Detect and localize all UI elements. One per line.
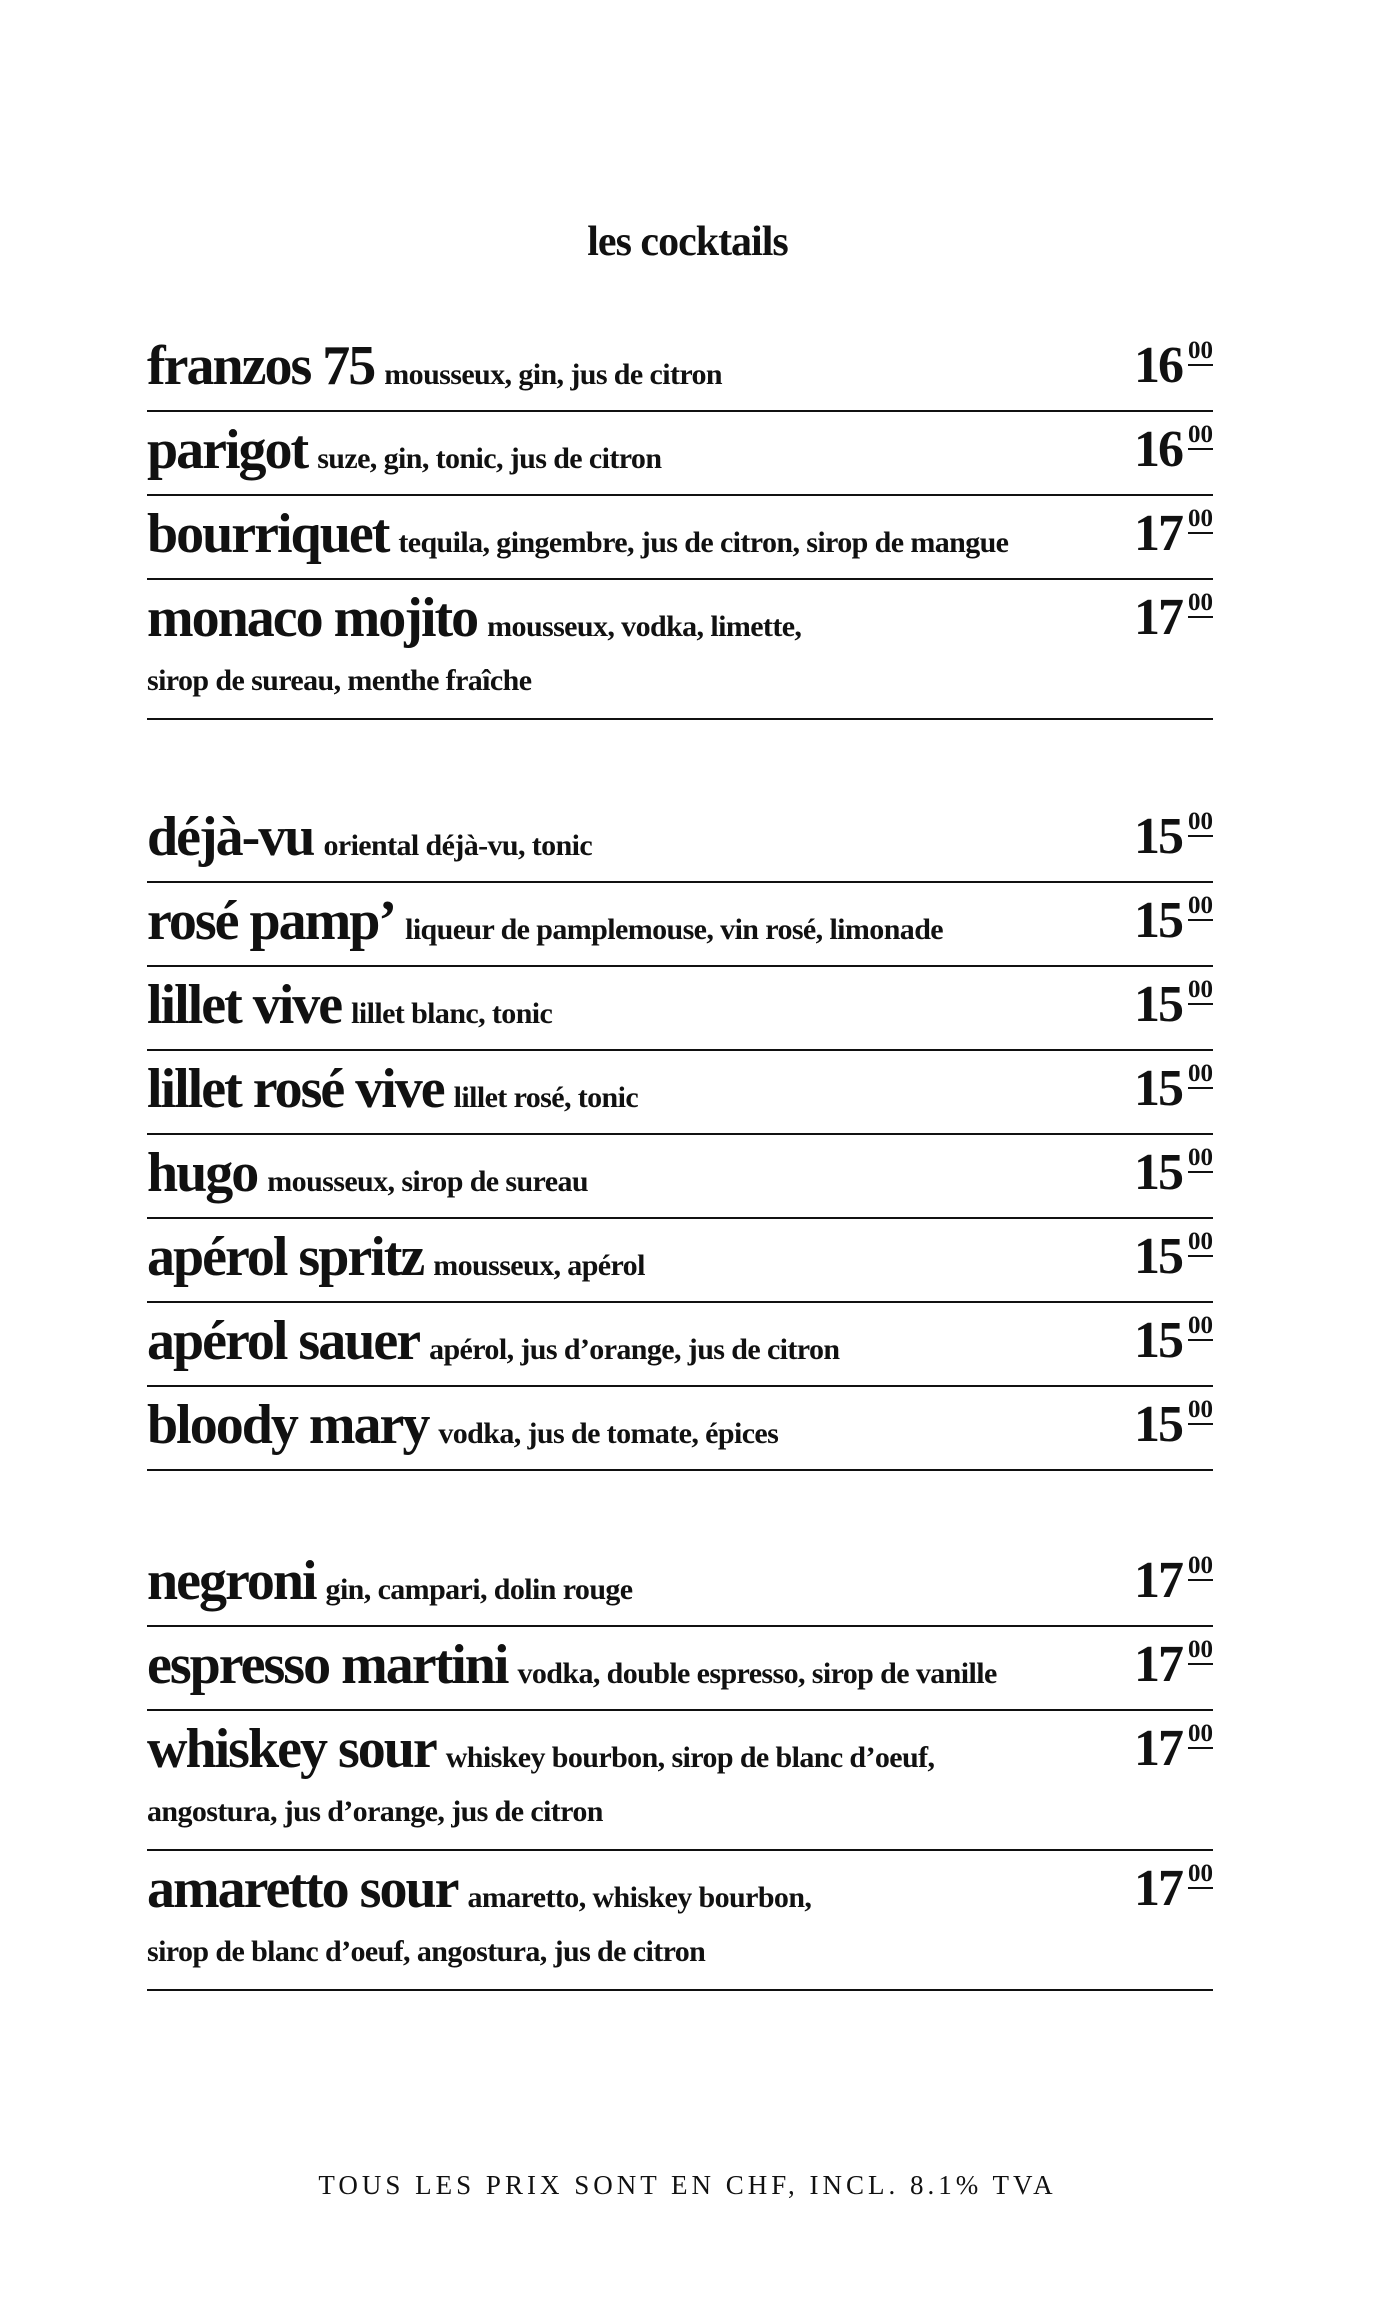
price-francs: 17 [1134,1552,1182,1609]
price-francs: 17 [1134,505,1182,562]
price [1134,504,1213,564]
cocktail-name: whiskey sour [147,1718,436,1780]
cocktail-name: déjà-vu [147,806,314,868]
cocktail-ingredients-continued: sirop de blanc d’oeuf, angostura, jus de citron [147,1935,706,1968]
price [1134,588,1213,648]
price [1134,1859,1213,1919]
cocktail-name: amaretto sour [147,1858,458,1920]
price [1134,336,1213,396]
price-cents: 00 [1188,1636,1213,1663]
price-francs: 15 [1134,808,1182,865]
price-cents: 00 [1188,421,1213,448]
price-cents: 00 [1188,1312,1213,1339]
menu-section-2 [147,799,1213,1471]
price [1134,1059,1213,1119]
price-cents: 00 [1188,589,1213,616]
price [1134,975,1213,1035]
cocktail-ingredients: oriental déjà-vu, tonic [323,829,593,862]
cocktail-name: espresso martini [147,1634,508,1696]
price-cents: 00 [1188,1060,1213,1087]
menu-item [147,1627,1213,1711]
price [1134,1143,1213,1203]
menu-item [147,1051,1213,1135]
menu-item [147,580,1213,720]
cocktail-name: negroni [147,1550,316,1612]
price-francs: 15 [1134,1396,1182,1453]
cocktail-ingredients: tequila, gingembre, jus de citron, sirop de mangue [398,526,1009,559]
menu-item-name-line [147,502,1008,575]
cocktail-name: lillet rosé vive [147,1058,444,1120]
menu-item-name-line [147,1857,811,1930]
menu-item-name-line [147,1225,645,1298]
menu-item-name-line [147,1633,997,1706]
menu-item [147,1851,1213,1991]
price-cents: 00 [1188,976,1213,1003]
price-cents: 00 [1188,1552,1213,1579]
price [1134,420,1213,480]
cocktail-ingredients: whiskey bourbon, sirop de blanc d’oeuf, [445,1741,935,1774]
price-francs: 15 [1134,1144,1182,1201]
cocktail-name: bourriquet [147,503,389,565]
cocktail-ingredients: suze, gin, tonic, jus de citron [317,442,662,475]
cocktail-name: bloody mary [147,1394,429,1456]
price-cents: 00 [1188,505,1213,532]
price-francs: 15 [1134,1228,1182,1285]
menu-item [147,1219,1213,1303]
price-francs: 15 [1134,976,1182,1033]
cocktail-ingredients: lillet rosé, tonic [453,1081,639,1114]
cocktail-ingredients: gin, campari, dolin rouge [325,1573,633,1606]
price-francs: 17 [1134,1720,1182,1777]
menu-item [147,328,1213,412]
price-cents: 00 [1188,1860,1213,1887]
price-cents: 00 [1188,1144,1213,1171]
cocktail-ingredients-continued: angostura, jus d’orange, jus de citron [147,1795,603,1828]
menu-item-name-line [147,973,552,1046]
menu-item [147,496,1213,580]
price-cents: 00 [1188,1720,1213,1747]
menu-item [147,883,1213,967]
price-francs: 15 [1134,892,1182,949]
price [1134,1395,1213,1455]
cocktail-name: franzos 75 [147,335,375,397]
menu-item-name-line [147,1141,588,1214]
menu-item-name-line [147,1309,839,1382]
cocktail-ingredients: mousseux, apérol [433,1249,645,1282]
menu-item [147,1387,1213,1471]
cocktail-ingredients: mousseux, gin, jus de citron [384,358,722,391]
menu-item-name-line [147,1549,633,1622]
menu-item-name-line [147,805,592,878]
menu-item [147,412,1213,496]
price [1134,1551,1213,1611]
price-cents: 00 [1188,1228,1213,1255]
cocktail-ingredients: vodka, jus de tomate, épices [438,1417,779,1450]
price-footnote: TOUS LES PRIX SONT EN CHF, INCL. 8.1% TVA [318,2170,1057,2200]
page-title: les cocktails [587,219,788,265]
menu-item-name-line [147,1393,778,1466]
price-cents: 00 [1188,337,1213,364]
cocktail-name: monaco mojito [147,587,478,649]
menu-item-name-line [147,418,661,491]
cocktail-ingredients-continued: sirop de sureau, menthe fraîche [147,664,532,697]
price-cents: 00 [1188,808,1213,835]
price-cents: 00 [1188,892,1213,919]
cocktail-name: apérol spritz [147,1226,424,1288]
cocktail-ingredients: lillet blanc, tonic [351,997,553,1030]
price [1134,1635,1213,1695]
price-francs: 17 [1134,1860,1182,1917]
menu-item-name-line [147,1717,934,1790]
price-francs: 16 [1134,421,1182,478]
price [1134,891,1213,951]
price [1134,1719,1213,1779]
price-francs: 17 [1134,1636,1182,1693]
menu-item-name-line [147,334,722,407]
cocktail-ingredients: mousseux, sirop de sureau [267,1165,588,1198]
cocktail-name: rosé pamp’ [147,890,396,952]
cocktail-ingredients: mousseux, vodka, limette, [487,610,802,643]
cocktail-name: apérol sauer [147,1310,420,1372]
menu-item-name-line [147,586,801,659]
menu-section-1 [147,328,1213,720]
price-francs: 15 [1134,1060,1182,1117]
cocktail-ingredients: apérol, jus d’orange, jus de citron [429,1333,840,1366]
menu-item [147,967,1213,1051]
price [1134,1311,1213,1371]
price-francs: 16 [1134,337,1182,394]
menu-item [147,1711,1213,1851]
menu-item [147,799,1213,883]
price-francs: 15 [1134,1312,1182,1369]
menu-item-name-line [147,889,943,962]
cocktail-ingredients: vodka, double espresso, sirop de vanille [517,1657,997,1690]
cocktail-name: hugo [147,1142,258,1204]
price-francs: 17 [1134,589,1182,646]
menu-section-3 [147,1543,1213,1991]
price-cents: 00 [1188,1396,1213,1423]
menu-item-name-line [147,1057,638,1130]
cocktail-ingredients: liqueur de pamplemouse, vin rosé, limonade [405,913,943,946]
menu-item [147,1135,1213,1219]
menu-item [147,1543,1213,1627]
cocktail-name: parigot [147,419,308,481]
cocktail-name: lillet vive [147,974,342,1036]
price [1134,1227,1213,1287]
cocktail-ingredients: amaretto, whiskey bourbon, [467,1881,812,1914]
price [1134,807,1213,867]
menu-item [147,1303,1213,1387]
